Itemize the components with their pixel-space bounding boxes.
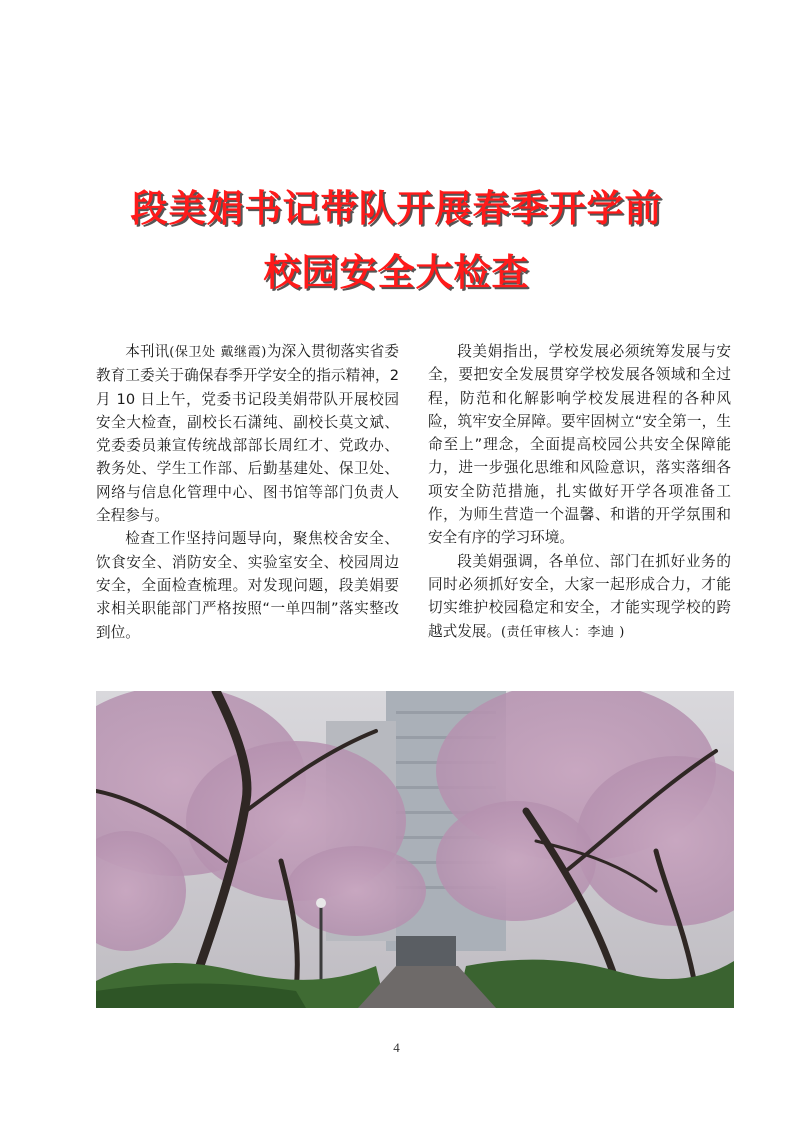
dateline: 本刊讯 [125, 343, 170, 360]
headline-line-2: 校园安全大检查 [263, 251, 530, 294]
paragraph-intro [96, 340, 399, 527]
byline: (保卫处 戴继霞) [169, 345, 267, 360]
intro-text: 为深入贯彻落实省委教育工委关于确保春季开学安全的指示精神，2 月 10 日上午，党委书记段美娟带队开展校园安全大检查，副校长石潇纯、副校长莫文斌、党委委员兼宣传统战部部长周红才、党政办、教务处、学生工作部、后勤基建处、保卫处、网络与信息化管理中心、图书馆等部门负责人全程参与。 [96, 343, 399, 525]
paragraph-remarks: 段美娟指出，学校发展必须统筹发展与安全，要把安全发展贯穿学校发展各领域和全过程，防范和化解影响学校发展进程的各种风险，筑牢安全屏障。要牢固树立“安全第一，生命至上”理念，全面提高校园公共安全保障能力，进一步强化思维和风险意识，落实落细各项安全防范措施，扎实做好开学各项准备工作，为师生营造一个温馨、和谐的开学氛围和安全有序的学习环境。 [428, 343, 731, 547]
paragraph-emphasis [428, 550, 731, 644]
editor-credit: (责任审核人：李迪 ) [500, 624, 625, 640]
page-number: 4 [393, 1040, 400, 1055]
campus-photo [96, 691, 734, 1008]
emphasis-text: 段美娟强调，各单位、部门在抓好业务的同时必须抓好安全，大家一起形成合力，才能切实维护校园稳定和安全，才能实现学校的跨越式发展。 [428, 552, 731, 640]
headline-line-1: 段美娟书记带队开展春季开学前 [130, 187, 663, 230]
cherry-blossom-avenue-image [96, 691, 734, 1008]
article-left-column [96, 340, 399, 644]
paragraph-inspection: 检查工作坚持问题导向，聚焦校舍安全、饮食安全、消防安全、实验室安全、校园周边安全，全面检查梳理。对发现问题，段美娟要求相关职能部门严格按照“一单四制”落实整改到位。 [96, 530, 399, 641]
article-right-column [428, 340, 731, 644]
